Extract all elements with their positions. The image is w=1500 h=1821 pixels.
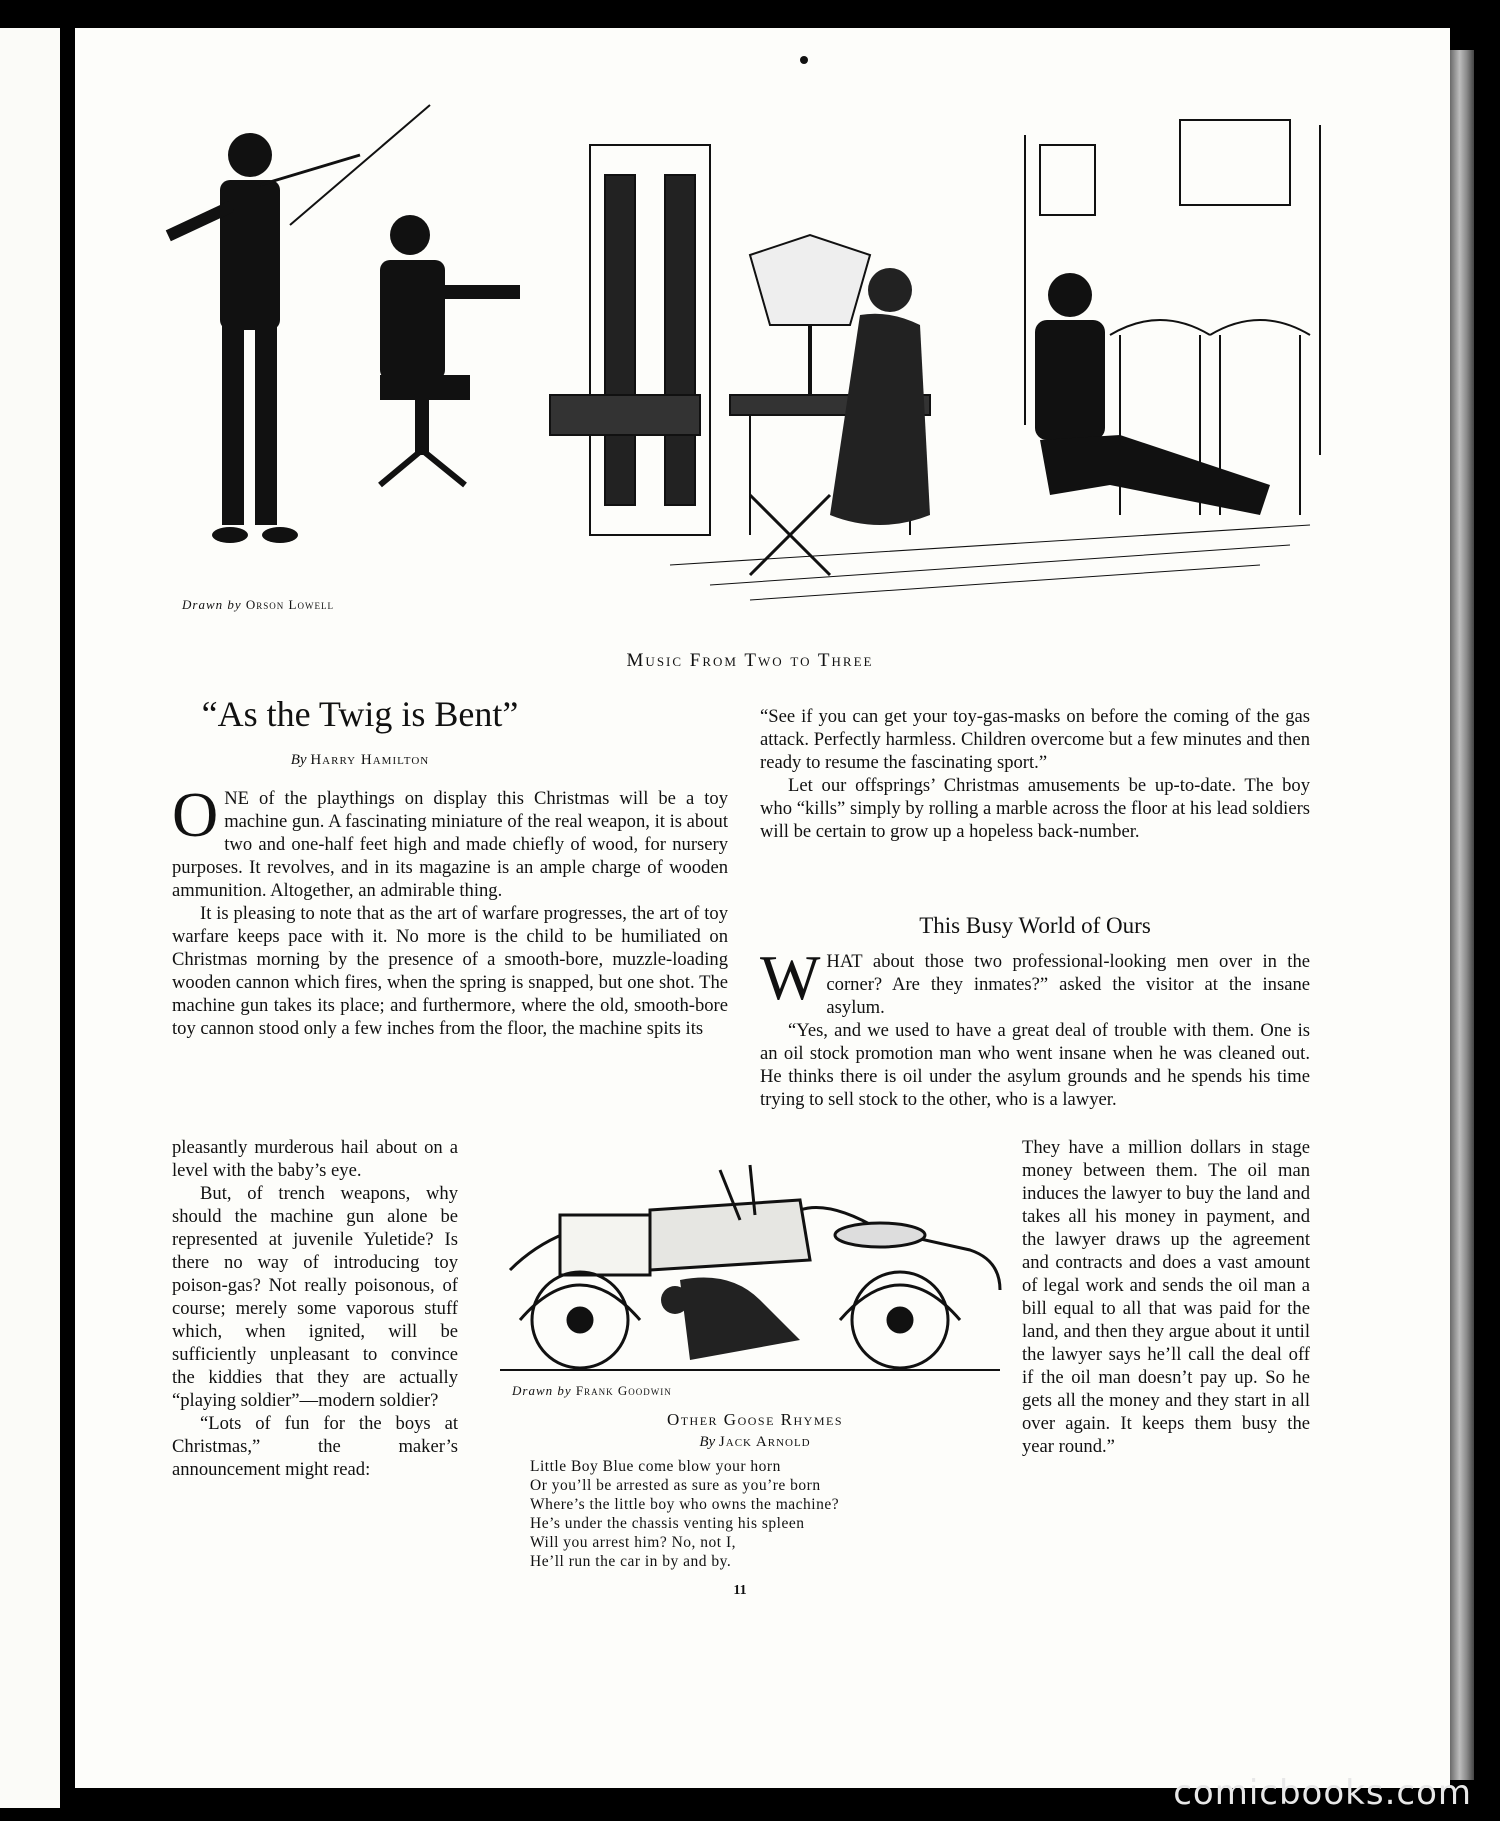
paragraph: They have a million dollars in stage money between them. The oil man induces the lawyer to buy the land and takes all his money in payment, and the lawyer draws up the agreement and contracts and does a vast amount of legal work and sends the oil man a bill equal to all that was paid for the land, and then they argue about it until the lawyer says he’ll call the deal off if the oil man doesn’t pay up. So he gets all the money and they start in all over again. It keeps them busy the year round.”: [1022, 1137, 1310, 1457]
poem-line: He’s under the chassis venting his spleen: [530, 1515, 805, 1532]
drop-cap: O: [172, 779, 219, 850]
poem-byline: By Jack Arnold: [699, 1434, 811, 1450]
paragraph: But, of trench weapons, why should the machine gun alone be represented at juvenile Yuletide? Is there no way of introducing toy poison-gas? Not really poisonous, of course; merely some vaporous stuff which, when ignited, will be sufficiently unpleasant to convince the kiddies that they are actually “playing soldier”—modern soldier?: [172, 1183, 458, 1411]
paragraph: “See if you can get your toy-gas-masks on before the coming of the gas attack. Perfectly harmless. Children overcome but a few minutes and then ready to resume the fascinating sport.”: [760, 706, 1310, 773]
poem-line: Where’s the little boy who owns the machine?: [530, 1496, 840, 1513]
car-illustration-credit: Drawn by Frank Goodwin: [512, 1383, 672, 1398]
print-speck: [800, 56, 808, 64]
article-byline: By Harry Hamilton: [290, 752, 430, 768]
paragraph: Let our offsprings’ Christmas amusements be up-to-date. The boy who “kills” simply by rolling a marble across the floor at his lead soldiers will be certain to grow up a hopeless back-number.: [760, 775, 1310, 842]
poem-line: Will you arrest him? No, not I,: [530, 1534, 737, 1551]
car-illustration: [500, 1160, 1010, 1385]
article-column-left: [172, 779, 728, 1040]
paragraph: It is pleasing to note that as the art of warfare progresses, the art of toy warfare keeps pace with it. No more is the child to be humiliated on Christmas morning by the presence of a smooth-bore, muzzle-loading wooden cannon which fires, when the spring is snapped, but one shot. The machine gun takes its place; and furthermore, where the old, smooth-bore toy cannon stood only a few inches from the floor, the machine spits its: [172, 903, 728, 1039]
paragraph: “Lots of fun for the boys at Christmas,” the maker’s announcement might read:: [172, 1413, 458, 1480]
book-spine: [1450, 50, 1474, 1780]
paragraph: “Yes, and we used to have a great deal of trouble with them. One is an oil stock promotion man who went insane when he was cleaned out. He thinks there is oil under the asylum grounds and he spends his time trying to sell stock to the other, who is a lawyer.: [760, 1020, 1310, 1110]
paragraph: ONE of the playthings on display this Christmas will be a toy machine gun. A fascinating miniature of the real weapon, it is about two and one-half feet high and made chiefly of wood, for nursery purposes. It revolves, and in its magazine is an ample charge of wooden ammunition. Altogether, an admirable thing.: [172, 779, 728, 901]
facing-page-edge: [0, 28, 60, 1808]
poem-line: He’ll run the car in by and by.: [530, 1553, 732, 1570]
paragraph: pleasantly murderous hail about on a level with the baby’s eye.: [172, 1137, 458, 1181]
section-column-upper: [760, 942, 1310, 1111]
top-illustration-credit: Drawn by Orson Lowell: [182, 597, 334, 612]
drop-cap: W: [760, 942, 821, 1013]
poem-line: Or you’ll be arrested as sure as you’re born: [530, 1477, 821, 1494]
article-title: “As the Twig is Bent”: [201, 694, 519, 734]
section-title: This Busy World of Ours: [919, 913, 1151, 938]
article-column-left-lower: [172, 1136, 458, 1481]
poem-line: Little Boy Blue come blow your horn: [530, 1458, 781, 1475]
poem-title: Other Goose Rhymes: [666, 1410, 844, 1429]
poem-verse: [530, 1457, 990, 1571]
site-watermark: comicbooks.com: [1173, 1773, 1472, 1813]
music-room-illustration: [110, 95, 1330, 605]
top-illustration-caption: Music From Two to Three: [626, 650, 874, 671]
paragraph: WHAT about those two professional-looking men over in the corner? Are they inmates?” asked the visitor at the insane asylum.: [760, 942, 1310, 1018]
section-column-lower: [1022, 1136, 1310, 1458]
page-number: 11: [733, 1583, 747, 1598]
article-column-right: [760, 705, 1310, 843]
